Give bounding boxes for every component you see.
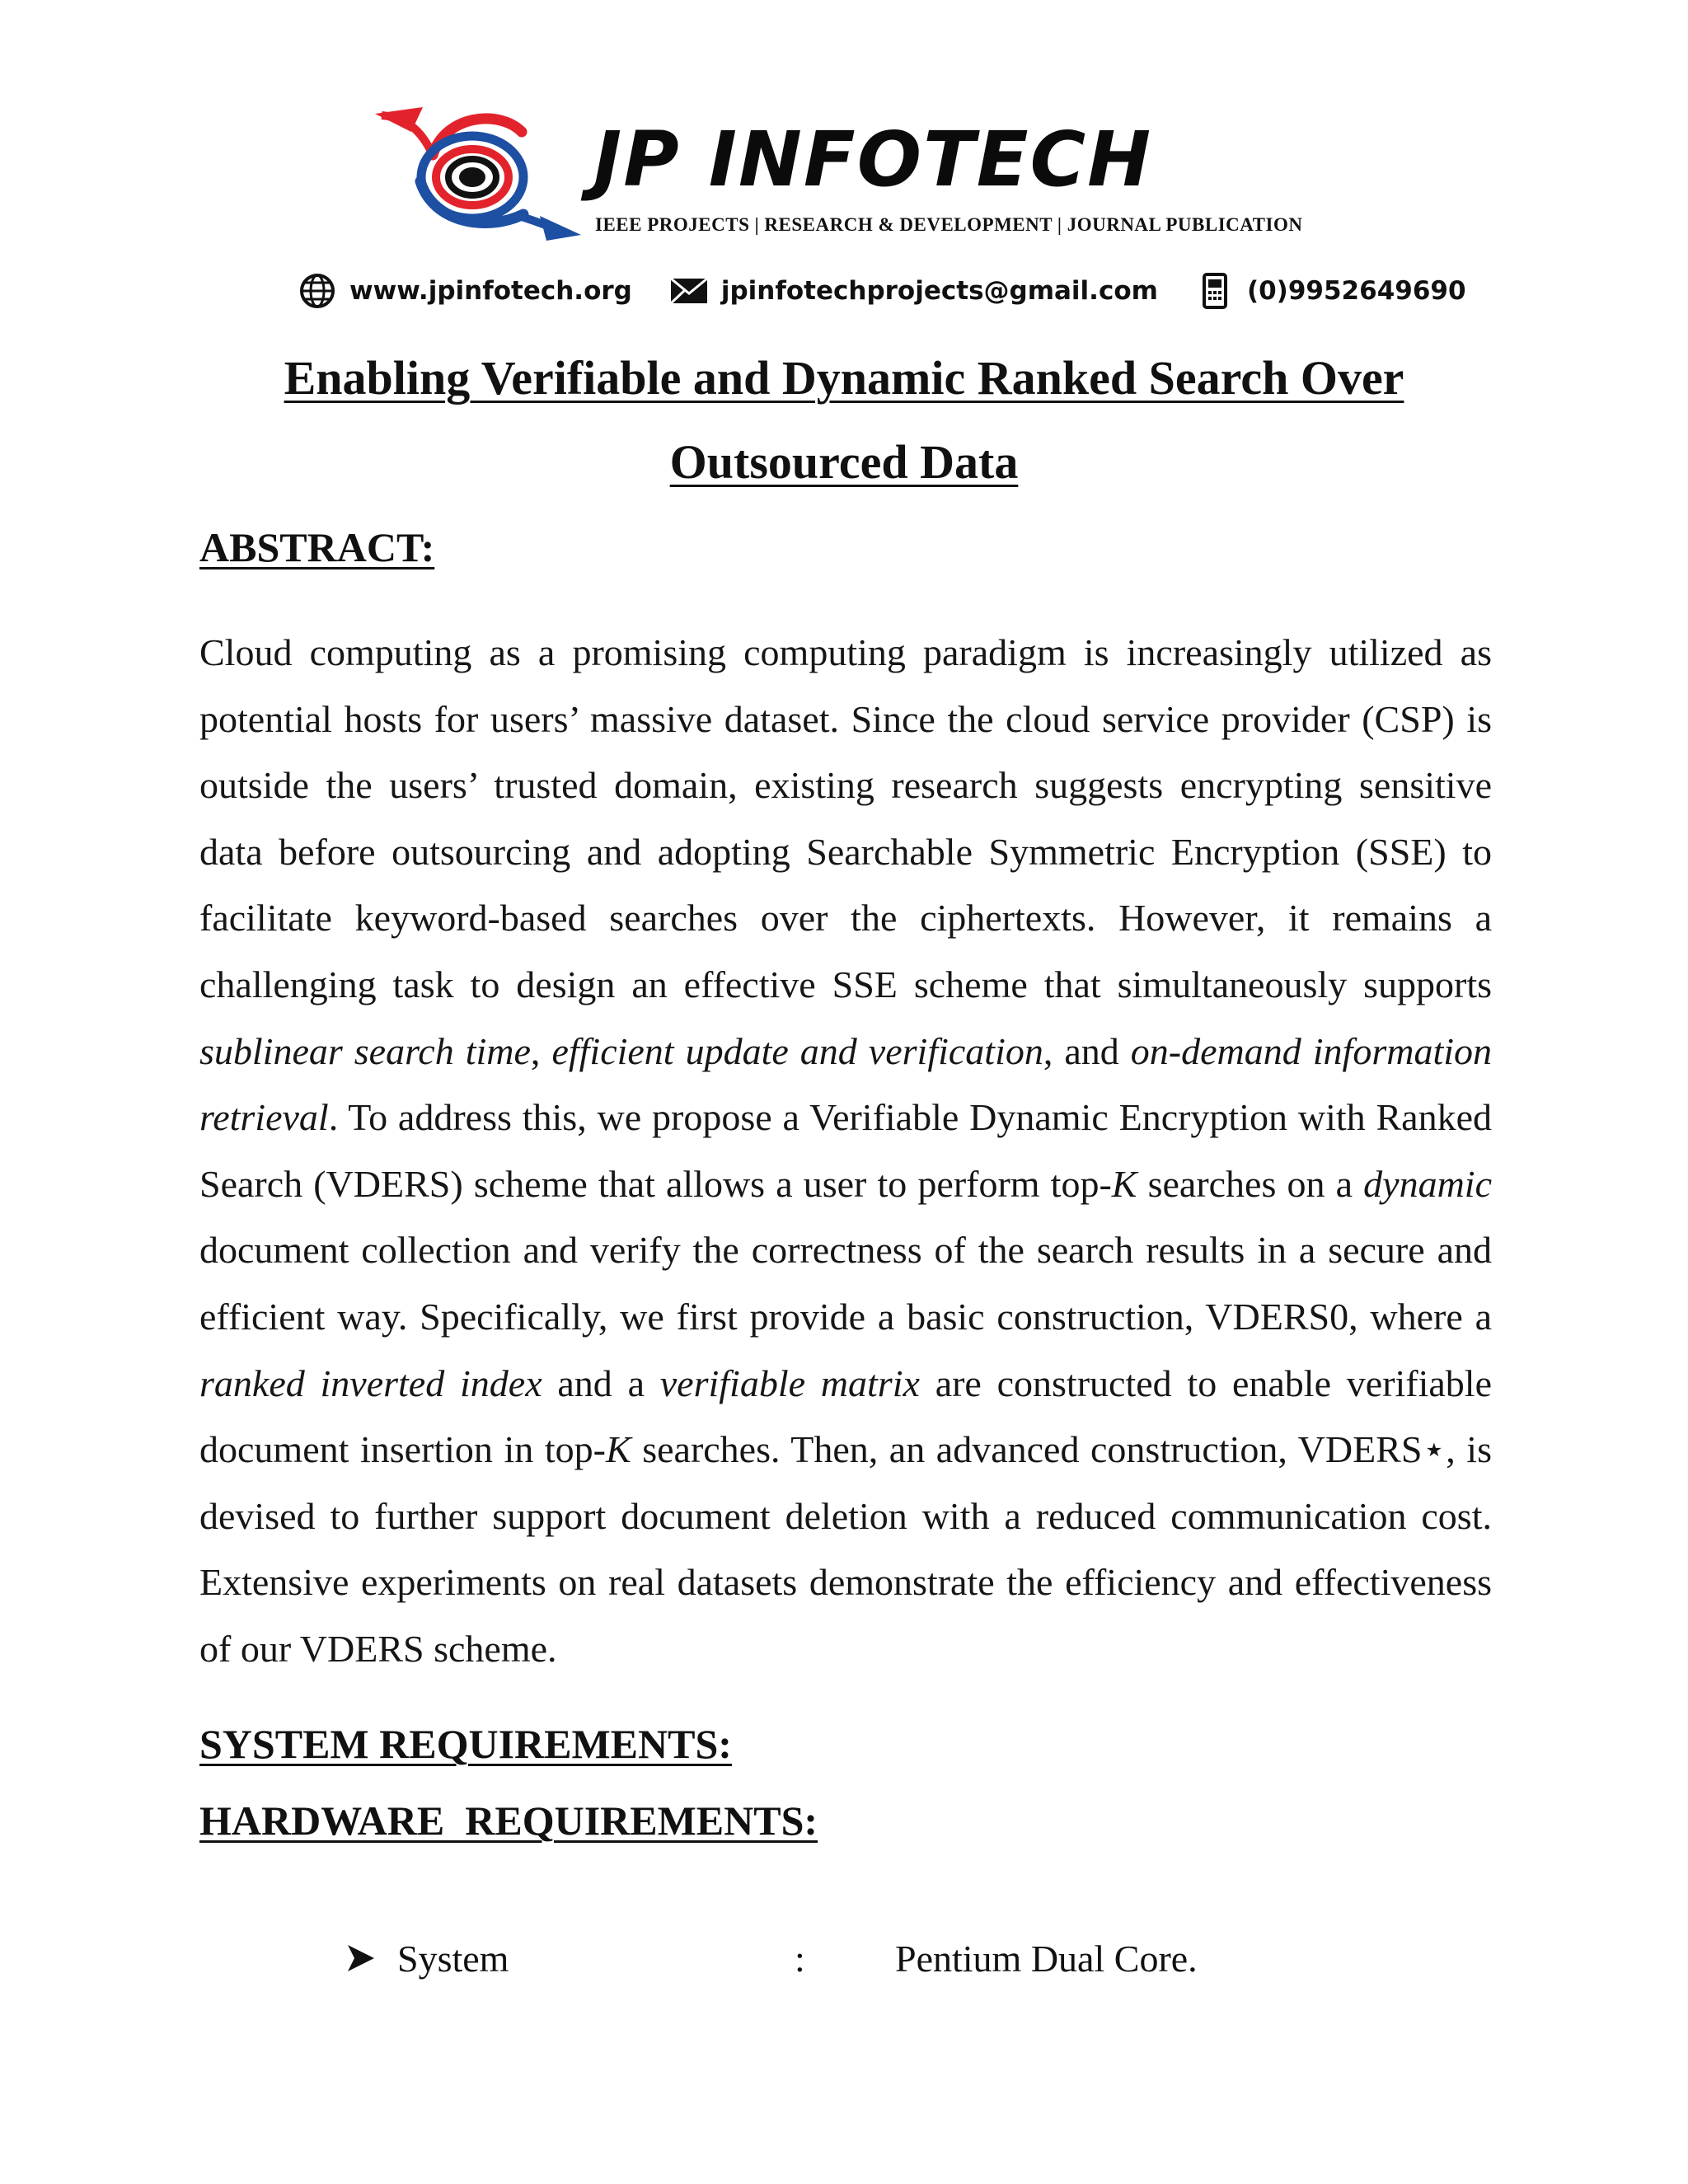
abstract-heading: ABSTRACT: <box>199 524 435 570</box>
envelope-icon <box>668 273 710 309</box>
website-text: www.jpinfotech.org <box>349 276 632 306</box>
phone-text: (0)9952649690 <box>1246 276 1466 306</box>
document-title-line-1: Enabling Verifiable and Dynamic Ranked Search Over <box>284 351 1404 405</box>
contact-row <box>297 268 1466 314</box>
abstract-text: searches on a <box>1137 1162 1364 1205</box>
abstract-italic-text: dynamic <box>1363 1162 1492 1205</box>
abstract-paragraph <box>199 620 1492 1683</box>
abstract-text: document collection and verify the correctness of the search results in a secure and efficient way. Specifically, we first provide a basic construction, VDERS0, where a <box>199 1229 1492 1338</box>
arrow-bullet-icon <box>346 1943 376 1973</box>
phone-icon <box>1194 273 1236 309</box>
abstract-text: are constructed to enable verifiable document insertion in top- <box>199 1361 1493 1471</box>
abstract-italic-text: ranked inverted index <box>199 1361 542 1404</box>
contact-website[interactable] <box>297 273 632 309</box>
abstract-text: Cloud computing as a promising computing paradigm is increasingly utilized as potential hosts for users’ massive dataset. Since the cloud service provider (CSP) is outside the users’ trusted domain, existing research suggests encrypting sensitive data before outsourcing and adopting Searchable Symmetric Encryption (SSE) to facilitate keyword-based searches over the ciphertexts. However, it remains a challenging task to design an effective SSE scheme that simultaneously supports <box>199 631 1492 1005</box>
contact-phone[interactable] <box>1194 273 1466 309</box>
brand-tagline: IEEE PROJECTS | RESEARCH & DEVELOPMENT | JOURNAL PUBLICATION <box>595 214 1303 235</box>
document-title-line-2: Outsourced Data <box>669 435 1019 489</box>
abstract-italic-text: efficient update and verification <box>551 1029 1043 1072</box>
requirement-label: System <box>397 1938 509 1980</box>
system-requirements-heading: SYSTEM REQUIREMENTS: <box>199 1721 732 1767</box>
abstract-text: , <box>530 1029 552 1072</box>
letterhead <box>0 91 1688 321</box>
requirement-value: Pentium Dual Core. <box>895 1938 1198 1980</box>
abstract-italic-text: on-demand information retrieval <box>199 1029 1492 1139</box>
globe-icon <box>297 273 338 309</box>
abstract-text: . To address this, we propose a Verifiable Dynamic Encryption with Ranked Search (VDERS) scheme that allows a user to perform top- <box>199 1096 1492 1205</box>
hardware-requirements-heading: HARDWARE REQUIREMENTS: <box>199 1797 818 1844</box>
brand-name: JP INFOTECH <box>593 115 1153 204</box>
abstract-italic-text: K <box>605 1428 631 1471</box>
abstract-text: searches. Then, an advanced construction, VDERS⋆, is devised to further support document deletion with a reduced communication cost. Extensive experiments on real datasets demonstrate the efficiency and effectiveness of our VDERS scheme. <box>199 1428 1492 1670</box>
contact-email[interactable] <box>668 273 1158 309</box>
jp-infotech-logo-icon <box>375 99 581 243</box>
abstract-italic-text: sublinear search time <box>199 1029 531 1072</box>
requirement-separator: : <box>795 1938 805 1980</box>
abstract-text: and a <box>542 1361 660 1404</box>
abstract-italic-text: K <box>1111 1162 1137 1205</box>
abstract-italic-text: verifiable matrix <box>659 1361 920 1404</box>
abstract-text: , and <box>1043 1029 1131 1072</box>
email-text: jpinfotechprojects@gmail.com <box>720 276 1158 306</box>
